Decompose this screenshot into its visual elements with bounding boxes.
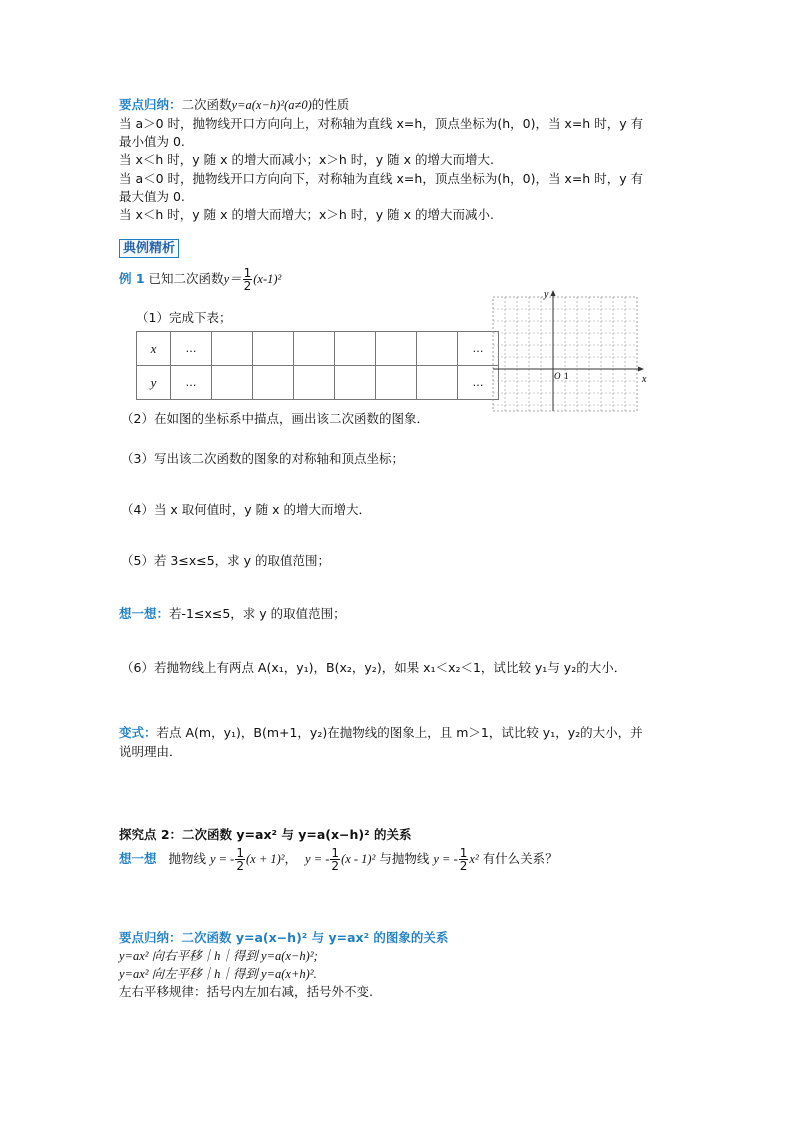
question-4: （4）当 x 取何值时，y 随 x 的增大而增大． (121, 502, 372, 517)
question-6: （6）若抛物线上有两点 A(x₁，y₁)，B(x₂，y₂)，如果 x₁＜x₂＜1，试比较 y₁与 y₂的大小． (121, 660, 627, 675)
example1-heading (119, 266, 281, 292)
summary1-line3: 当 x＜h 时，y 随 x 的增大而减小；x＞h 时，y 随 x 的增大而增大. (119, 152, 494, 167)
table-cell-x-label: x (137, 332, 171, 366)
summary2-heading (119, 929, 448, 947)
x-axis-label: x (642, 374, 647, 385)
table-cell[interactable] (253, 366, 294, 400)
summary2-line1: y=ax² 向右平移｜h｜得到 y=a(x−h)²; (119, 949, 318, 963)
frac-num: 1 (236, 846, 244, 860)
think2-post: 有什么关系？ (482, 851, 558, 866)
table-cell[interactable] (417, 332, 458, 366)
table-cell[interactable] (253, 332, 294, 366)
think2-sep: ， (284, 851, 298, 866)
summary2-line3: 左右平移规律：括号内左加右减，括号外不变. (119, 984, 373, 999)
question-5: （5）若 3≤x≤5，求 y 的取值范围； (121, 553, 331, 568)
table-cell[interactable] (335, 332, 376, 366)
coordinate-grid[interactable] (492, 288, 652, 417)
variant-label: 变式： (119, 725, 157, 740)
frac-num: 1 (331, 846, 340, 860)
think2-f2-rhs: (x - 1)² (341, 852, 376, 866)
frac-num: 1 (459, 846, 468, 860)
table-row-x (137, 332, 499, 366)
example1-text: 已知二次函数 (148, 271, 224, 286)
think2-mid: 与抛物线 (379, 851, 430, 866)
fraction-numerator: 1 (243, 266, 252, 280)
tick-label-1: 1 (564, 371, 569, 381)
variant-line2: 说明理由． (119, 744, 182, 759)
table-cell[interactable] (294, 332, 335, 366)
table-cell[interactable] (294, 366, 335, 400)
think2-f1-lhs: y = - (209, 852, 235, 866)
summary1-line2: 最小值为 0. (119, 134, 185, 149)
value-table (136, 331, 499, 400)
fraction-denominator: 2 (243, 279, 252, 293)
table-cell[interactable]: … (171, 332, 212, 366)
think2-f1-rhs: (x + 1)² (245, 852, 285, 866)
think1-text: 若-1≤x≤5，求 y 的取值范围； (169, 606, 346, 621)
summary1-line1: 当 a＞0 时，抛物线开口方向向上，对称轴为直线 x=h，顶点坐标为(h，0)，当 x=h 时，y 有 (119, 116, 644, 131)
example1-label: 例 1 (119, 271, 145, 286)
variant-text: 若点 A(m，y₁)，B(m+1，y₂)在抛物线的图象上，且 m＞1，试比较 y₁，y₂的大小，并 (156, 725, 643, 740)
table-cell-y-label: y (137, 366, 171, 400)
table-cell[interactable]: … (458, 332, 499, 366)
summary2-title: 二次函数 y=a(x−h)² 与 y=ax² 的图象的关系 (181, 930, 449, 945)
variant-line1 (119, 724, 643, 742)
think2-pre: 抛物线 (168, 851, 206, 866)
table-cell[interactable] (212, 332, 253, 366)
frac-den: 2 (331, 859, 340, 873)
summary1-intro-post: 的性质 (311, 97, 350, 112)
table-cell[interactable]: … (458, 366, 499, 400)
question-2: （2）在如图的坐标系中描点，画出该二次函数的图象． (121, 411, 429, 426)
example1-func-lhs: y＝ (223, 272, 242, 286)
think2-frac3 (459, 847, 469, 872)
coordinate-grid-svg (492, 288, 652, 414)
origin-label: O (554, 371, 561, 381)
summary1-formula: y=a(x−h)²(a≠0) (231, 98, 312, 112)
summary1-line5: 最大值为 0. (119, 189, 185, 204)
think1 (119, 605, 346, 623)
think2-label: 想一想 (119, 851, 157, 866)
summary1-line6: 当 x＜h 时，y 随 x 的增大而增大；x＞h 时，y 随 x 的增大而减小. (119, 207, 494, 222)
table-cell[interactable]: … (171, 366, 212, 400)
think2-f2-lhs: y = - (305, 852, 330, 866)
think2-f3-lhs: y = - (433, 852, 458, 866)
table-cell[interactable] (376, 332, 417, 366)
summary1-line4: 当 a＜0 时，抛物线开口方向向下，对称轴为直线 x=h，顶点坐标为(h，0)，当 x=h 时，y 有 (119, 171, 644, 186)
explore2-title: 探究点 2：二次函数 y=ax² 与 y=a(x−h)² 的关系 (119, 827, 412, 842)
table-cell[interactable] (212, 366, 253, 400)
section-title: 典例精析 (119, 239, 179, 258)
grid-lines (493, 297, 637, 411)
example1-func-rhs: (x-1)² (253, 272, 282, 286)
think2-frac2 (330, 847, 340, 872)
y-axis-arrow (551, 290, 556, 296)
summary1-label: 要点归纳： (119, 97, 182, 112)
frac-den: 2 (459, 859, 468, 873)
frac-den: 2 (236, 859, 244, 873)
question-1: （1）完成下表； (136, 310, 232, 325)
summary2-line2: y=ax² 向左平移｜h｜得到 y=a(x+h)². (119, 967, 317, 981)
y-axis-label: y (544, 289, 549, 300)
table-cell[interactable] (335, 366, 376, 400)
table-cell[interactable] (417, 366, 458, 400)
x-axis-arrow (638, 367, 644, 372)
think2-frac1 (235, 847, 245, 872)
think1-label: 想一想： (119, 606, 170, 621)
table-cell[interactable] (376, 366, 417, 400)
example1-fraction (243, 267, 253, 292)
summary1-intro: 二次函数 (181, 97, 232, 112)
summary2-label: 要点归纳： (119, 930, 182, 945)
table-row-y (137, 366, 499, 400)
think2-f3-rhs: x² (469, 852, 479, 866)
question-3: （3）写出该二次函数的图象的对称轴和顶点坐标； (121, 451, 404, 466)
summary1-heading (119, 96, 349, 114)
think2 (119, 844, 558, 874)
